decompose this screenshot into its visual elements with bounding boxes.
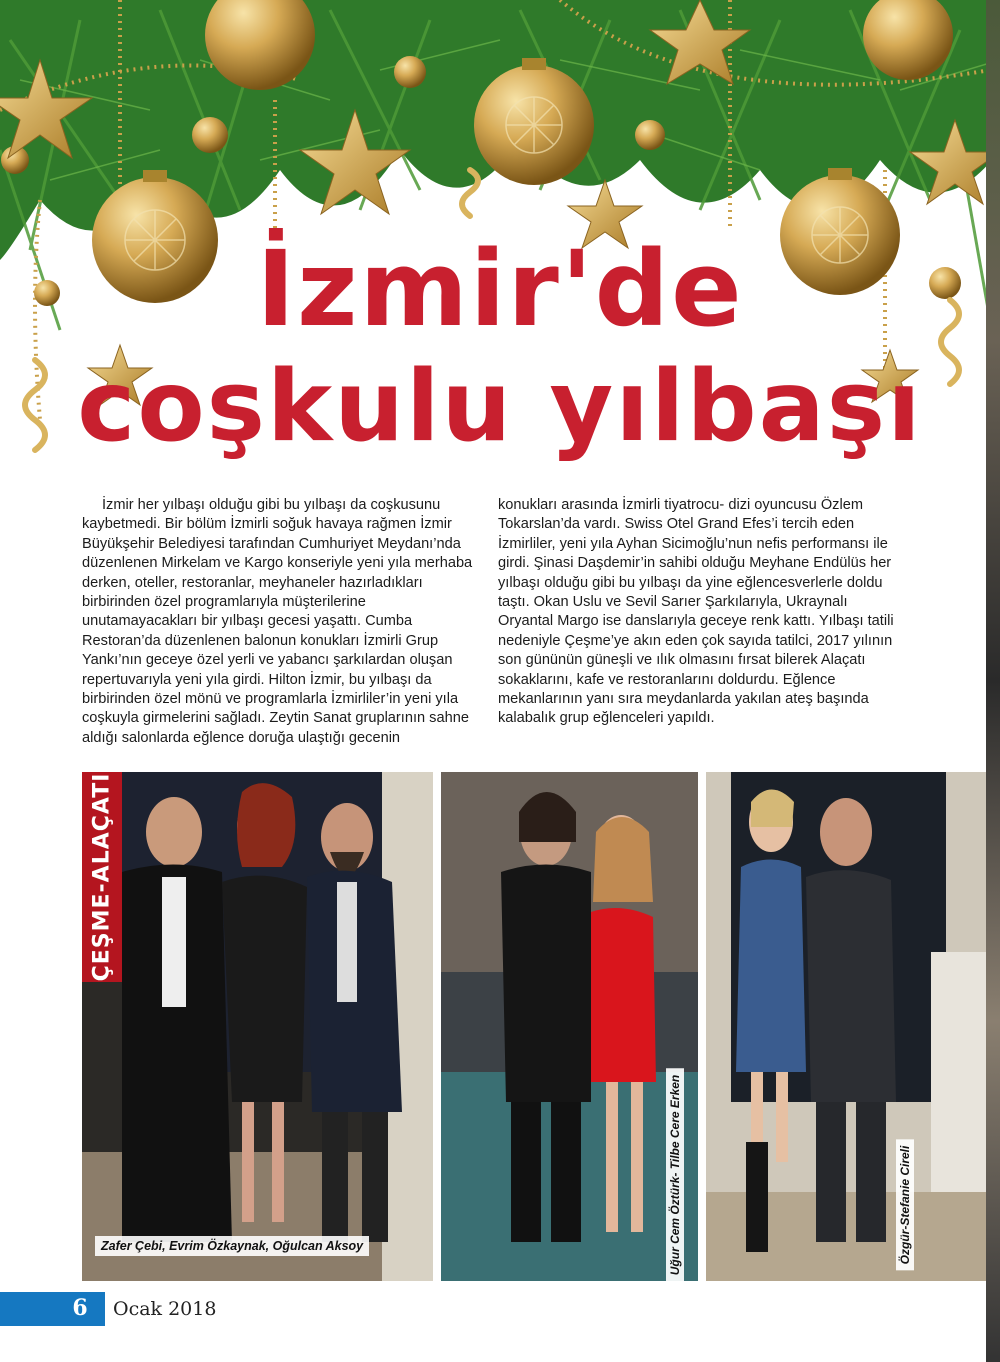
headline-line-2: coşkulu yılbaşı: [77, 350, 923, 464]
page-number: 6: [72, 1295, 88, 1321]
headline: [60, 230, 940, 466]
issue-date: Ocak 2018: [113, 1298, 217, 1320]
article-column-left: İzmir her yılbaşı olduğu gibi bu yılbaşı da coşkusunu kaybetmedi. Bir bölüm İzmirli soğuk havaya rağmen İzmir Büyükşehir Belediyesi tarafından Cumhuriyet Meydanı’nda düzenlenen Mirkelam ve Kargo konseriyle yeni yıla merhaba derken, oteller, restoranlar, meyhaneler hazırladıkları birbirinden özel programlarıyla müşterilerine unutamayacakları bir yılbaşı gecesi yaşattı. Cumba Restoran’da düzenlenen balonun konukları İzmirli Grup Yankı’nın geceye özel yerli ve yabancı şarkılardan oluşan repertuvarıyla yeni yıla girdi. Hilton İzmir, bu yılbaşı da birbirinden özel mönü ve programlarla İzmirliler’in yeni yıla coşkuyla girmelerini sağladı. Zeytin Sanat gruplarının sahne aldığı salonlarda eğlence doruğa ulaştığı gecenin: [82, 497, 473, 746]
photo-3: [706, 772, 986, 1281]
section-tag-label: ÇEŞME-ALAÇATI: [89, 772, 115, 982]
photo-3-caption: Özgür-Stefanie Cireli: [896, 1140, 914, 1271]
section-tag: [82, 772, 122, 982]
photo-1-caption: Zafer Çebi, Evrim Özkaynak, Oğulcan Aksoy: [95, 1236, 369, 1256]
headline-line-1: İzmir'de: [256, 228, 744, 350]
photo-2-image: [441, 772, 698, 1281]
photo-1-image: [82, 772, 433, 1281]
article-column-right: konukları arasında İzmirli tiyatrocu- dizi oyuncusu Özlem Tokarslan’da vardı. Swiss Otel Grand Efes’i tercih eden İzmirliler, yeni yıla Ayhan Sicimoğlu’nun nefis performansı ile girdi. Şinasi Daşdemir’in sahibi olduğu Meyhane Endülüs her yılbaşı olduğu gibi bu yılbaşı da yine eğlencesverlerle doldu taştı. Okan Uslu ve Sevil Sarıer Şarkılarıyla, Ukraynalı Oryantal Margo ise danslarıyla geceye renk kattı. Yılbaşı tatili nedeniyle Çeşme’ye akın eden çok sayıda tatilci, 2017 yılının son gününün güneşli ve ılık olmasını fırsat bilerek Alaçatı sokaklarını, kafe ve restoranlarını doldurdu. Eğlence mekanlarının yanı sıra meydanlarda yakılan ateş başında kalabalık grup eğlenceleri yapıldı.: [498, 497, 894, 727]
photo-3-image: [706, 772, 986, 1281]
adjacent-page-edge: [986, 0, 1000, 1362]
photo-2-caption: Uğur Cem Öztürk- Tilbe Cere Erken: [666, 1069, 684, 1282]
photo-1: [82, 772, 433, 1281]
photo-2: [441, 772, 698, 1281]
